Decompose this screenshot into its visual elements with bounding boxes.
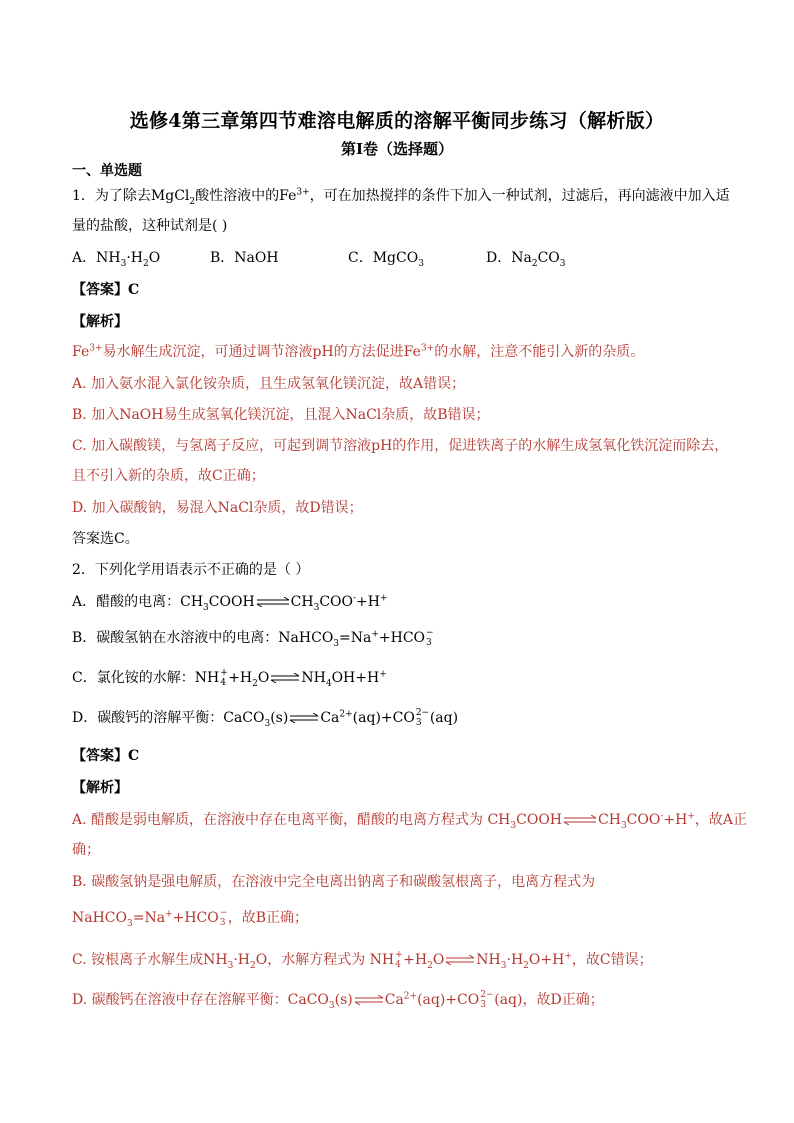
q1-explanation-c-line2: 且不引入新的杂质，故C正确； bbox=[72, 468, 265, 484]
q1-explanation-intro: $Fe^{3+}$易水解生成沉淀，可通过调节溶液pH的方法促进$Fe^{3+}$的水解，注意不能引入新的杂质。 bbox=[72, 343, 645, 360]
equilibrium-arrow-icon bbox=[354, 995, 384, 1005]
q1-option-c: C．MgCO$_3$ bbox=[348, 250, 424, 269]
q2-option-a: A．醋酸的电离：$CH_3COOH$ $CH_3COO^-+H^+$ bbox=[72, 593, 388, 613]
q2-explanation-b-line2: NaHCO$_3$=Na++HCO − 3 ，故B正确； bbox=[72, 908, 309, 929]
q1-conclusion: 答案选C。 bbox=[72, 531, 139, 547]
q2-option-d: D．碳酸钙的溶解平衡：CaCO$_3$(s) $Ca^{2+}(aq)+CO$ 2− 3 (aq) bbox=[72, 708, 459, 729]
q1-option-a: A．$NH_3\cdot H_2O$ bbox=[72, 250, 161, 269]
q2-explanation-c: C. 铵根离子水解生成$NH_3\cdot H_2O$，水解方程式为 NH + 4 $+H_2O$ $NH_3\cdot H_2O+H^+$，故C错误； bbox=[72, 950, 653, 971]
q1-explanation-a: A. 加入氨水混入氯化铵杂质，且生成氢氧化镁沉淀，故A错误； bbox=[72, 376, 466, 392]
q2-option-c: C．氯化铵的水解：NH + 4 $+H_2O$ $NH_4OH+H^+$ bbox=[72, 668, 387, 689]
q1-stem-line2: 量的盐酸，这种试剂是( ) bbox=[72, 218, 228, 234]
page-title: 选修4第三章第四节难溶电解质的溶解平衡同步练习（解析版） bbox=[129, 110, 665, 132]
q2-option-b: B．碳酸氢钠在水溶液中的电离：NaHCO$_3$=Na++HCO − 3 bbox=[72, 628, 434, 649]
q2-explanation-d: D. 碳酸钙在溶液中存在溶解平衡：CaCO$_3$(s) $Ca^{2+}(aq)+CO$ 2− 3 (aq)，故D正确； bbox=[72, 990, 604, 1011]
q1-answer: 【答案】C bbox=[72, 282, 140, 298]
equilibrium-arrow-icon bbox=[563, 815, 597, 825]
q1-option-d: D．$Na_2CO_3$ bbox=[486, 250, 566, 269]
q1-stem-line1: 1．为了除去MgCl$_2$酸性溶液中的$Fe^{3+}$，可在加热搅拌的条件下加入一种试剂，过滤后，再向滤液中加入适 bbox=[72, 187, 730, 207]
page-subtitle: 第I卷（选择题） bbox=[340, 140, 454, 158]
q2-answer: 【答案】C bbox=[72, 748, 140, 764]
q1-explanation-c-line1: C. 加入碳酸镁，与氢离子反应，可起到调节溶液pH的作用，促进铁离子的水解生成氢氧化铁沉淀而除去， bbox=[72, 438, 729, 454]
equilibrium-arrow-icon bbox=[256, 597, 290, 607]
equilibrium-arrow-icon bbox=[289, 713, 319, 723]
q2-stem: 2．下列化学用语表示不正确的是（ ） bbox=[72, 562, 310, 578]
q2-explanation-a-line1: A. 醋酸是弱电解质，在溶液中存在电离平衡，醋酸的电离方程式为 $CH_3COOH$ $CH_3COO^-+H^+$，故A正 bbox=[72, 811, 748, 831]
q1-option-b: B．NaOH bbox=[210, 250, 279, 266]
q1-explanation-b: B. 加入NaOH易生成氢氧化镁沉淀，且混入NaCl杂质，故B错误； bbox=[72, 407, 490, 423]
equilibrium-arrow-icon bbox=[445, 955, 475, 965]
section-heading: 一、单选题 bbox=[72, 163, 142, 179]
q2-explanation-a-line2: 确； bbox=[72, 842, 100, 858]
equilibrium-arrow-icon bbox=[270, 673, 300, 683]
q1-analysis-label: 【解析】 bbox=[72, 314, 128, 330]
q1-explanation-d: D. 加入碳酸钠，易混入NaCl杂质，故D错误； bbox=[72, 500, 363, 516]
q2-explanation-b-line1: B. 碳酸氢钠是强电解质，在溶液中完全电离出钠离子和碳酸氢根离子，电离方程式为 bbox=[72, 874, 596, 890]
q2-analysis-label: 【解析】 bbox=[72, 780, 128, 796]
